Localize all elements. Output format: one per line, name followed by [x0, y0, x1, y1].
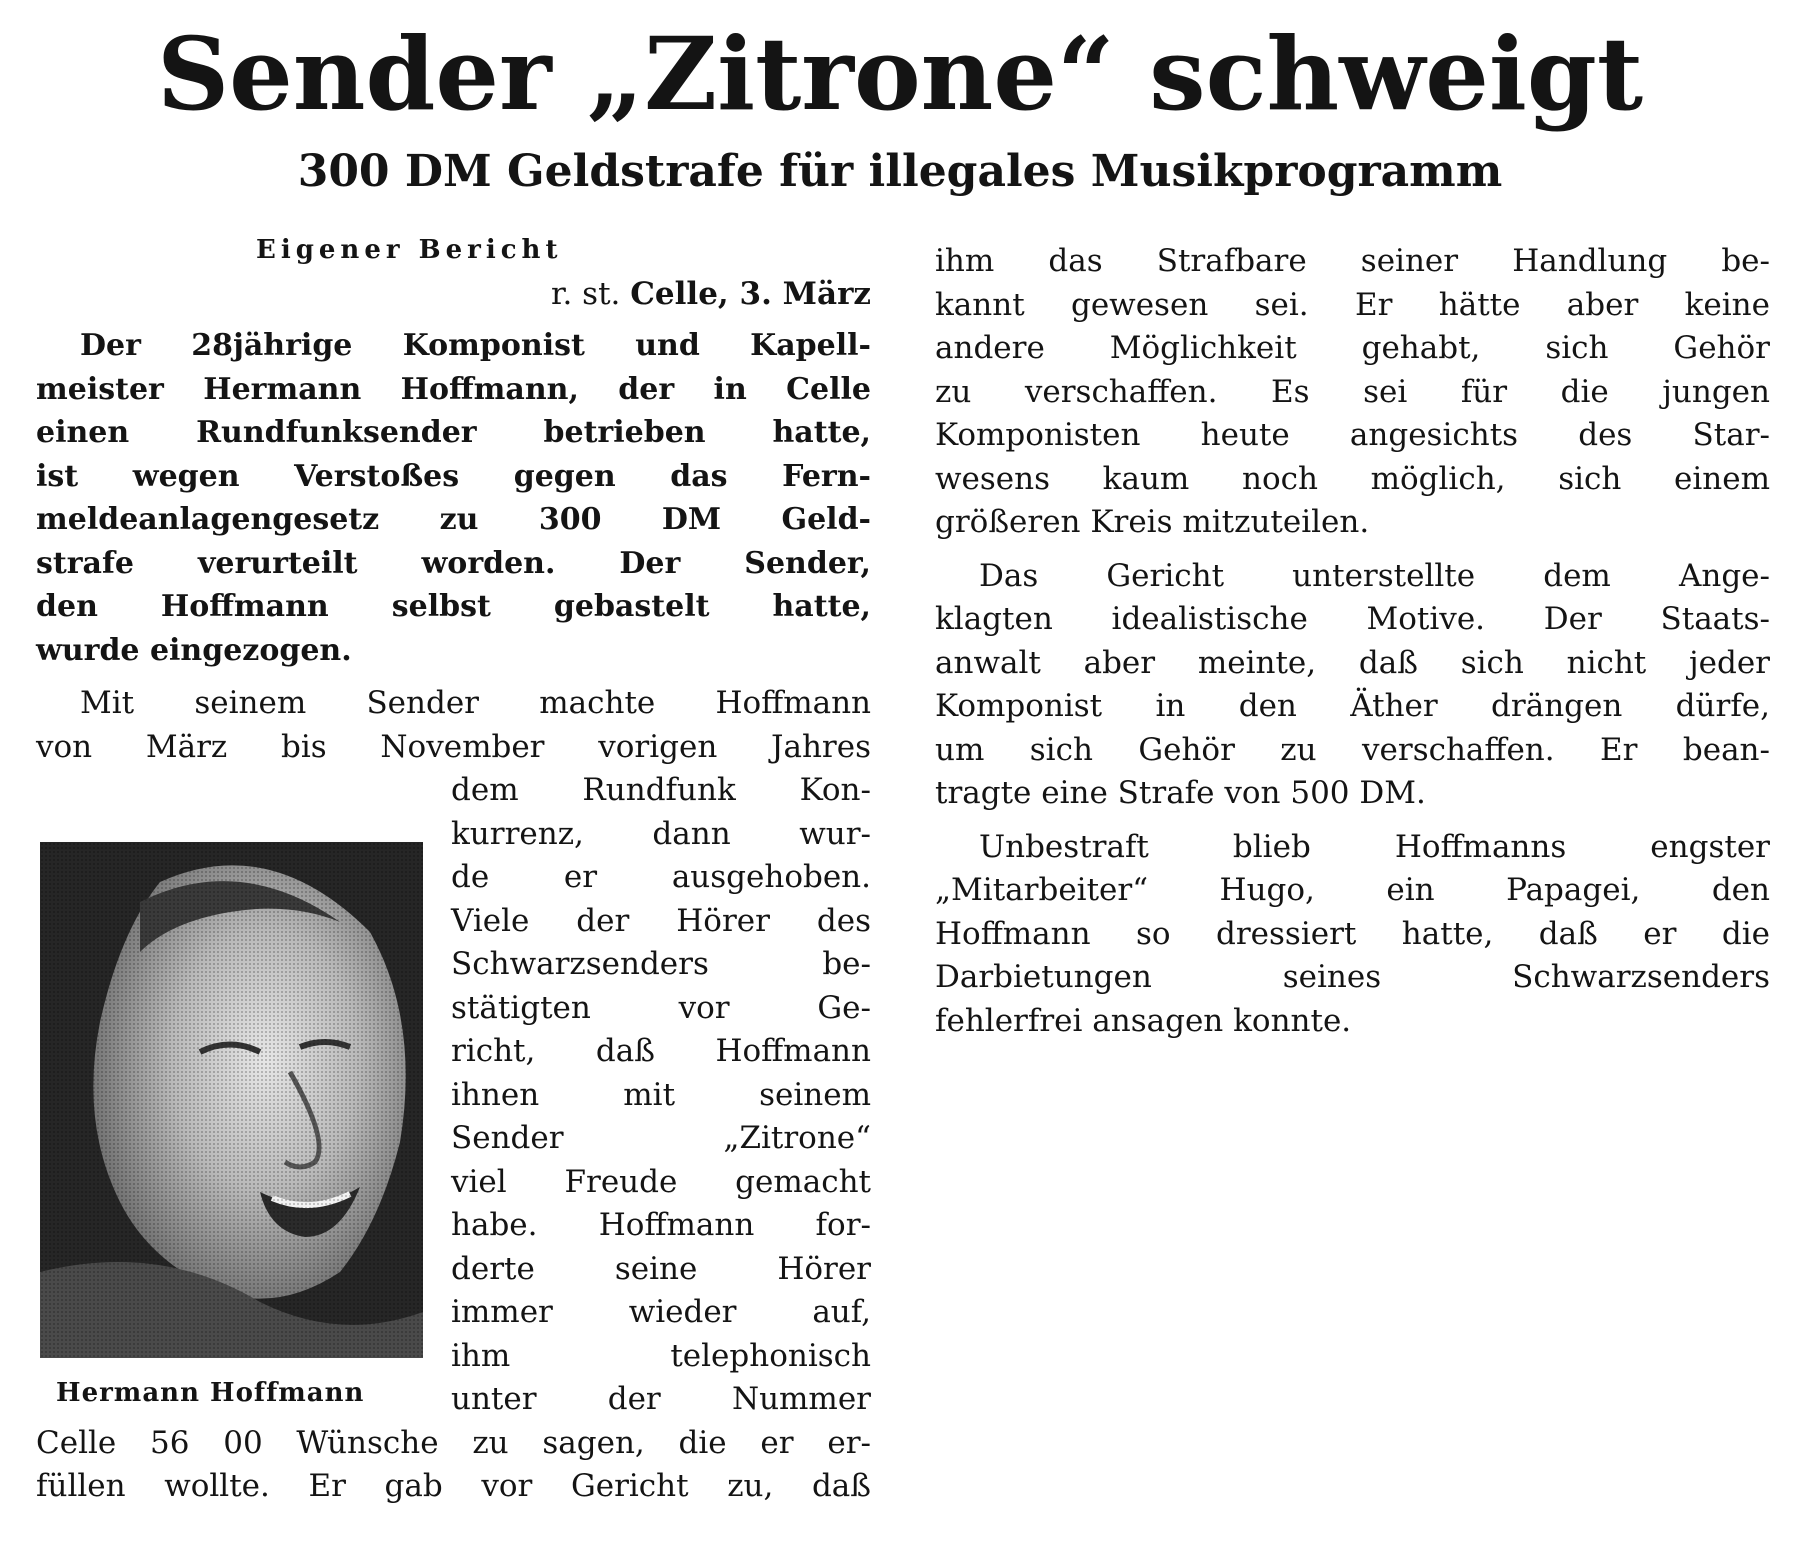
portrait-photo-icon: [40, 842, 423, 1358]
text-line: wesens kaum noch möglich, sich einem: [935, 460, 1770, 497]
text-line: Darbietungen seines Schwarzsenders: [935, 959, 1770, 995]
text-line: immer wieder auf,: [451, 1294, 871, 1330]
text-line: Viele der Hörer des: [451, 902, 871, 939]
body-paragraph-narrow: [451, 769, 871, 1422]
text-line: von März bis November vorigen Jahres: [36, 728, 871, 765]
text-line: Celle 56 00 Wünsche zu sagen, die er er-: [36, 1424, 871, 1461]
text-line: meldeanlagengesetz zu 300 DM Geld-: [36, 502, 871, 537]
text-line: größeren Kreis mitzuteilen.: [935, 504, 1370, 540]
right-paragraph-3: [935, 826, 1770, 1044]
text-line: ist wegen Verstoßes gegen das Fern-: [36, 458, 871, 494]
text-line: zu verschaffen. Es sei für die jungen: [935, 373, 1770, 410]
text-line: tragte eine Strafe von 500 DM.: [935, 775, 1426, 811]
text-line: ihnen mit seinem: [451, 1076, 871, 1113]
right-paragraph-1: [935, 240, 1770, 545]
text-line: meister Hermann Hoffmann, der in Celle: [36, 371, 871, 407]
text-line: wurde eingezogen.: [36, 632, 352, 668]
text-line: ihm das Strafbare seiner Handlung be-: [935, 243, 1770, 279]
text-line: kannt gewesen sei. Er hätte aber keine: [935, 286, 1770, 323]
byline: Eigener Bericht: [256, 235, 563, 265]
text-line: Der 28jährige Komponist und Kapell-: [80, 328, 871, 363]
text-line: Hoffmann so dressiert hatte, daß er die: [935, 915, 1770, 952]
text-line: viel Freude gemacht: [451, 1163, 871, 1200]
text-line: strafe verurteilt worden. Der Sender,: [36, 545, 871, 581]
text-line: kurrenz, dann wur-: [451, 815, 871, 852]
body-paragraph-full: [36, 682, 871, 769]
text-line: einen Rundfunksender betrieben hatte,: [36, 415, 871, 450]
text-line: „Mitarbeiter“ Hugo, ein Papagei, den: [935, 872, 1770, 908]
text-line: de er ausgehoben.: [451, 859, 871, 895]
text-line: Komponisten heute angesichts des Star-: [935, 417, 1770, 453]
right-paragraph-2: [935, 555, 1770, 816]
text-line: richt, daß Hoffmann: [451, 1033, 871, 1069]
right-column: [935, 240, 1770, 1043]
dateline: [36, 270, 871, 318]
text-line: klagten idealistische Motive. Der Staats-: [935, 601, 1770, 637]
text-line: andere Möglichkeit gehabt, sich Gehör: [935, 330, 1770, 366]
subheadline: 300 DM Geldstrafe für illegales Musikprogramm: [297, 146, 1503, 197]
text-line: Schwarzsenders be-: [451, 946, 871, 982]
dateline-place-date: Celle, 3. März: [630, 276, 871, 312]
photo-caption: Hermann Hoffmann: [56, 1378, 365, 1408]
text-line: um sich Gehör zu verschaffen. Er bean-: [935, 731, 1770, 768]
text-line: Unbestraft blieb Hoffmanns engster: [979, 828, 1770, 865]
dateline-prefix: r. st.: [551, 276, 621, 312]
text-line: derte seine Hörer: [451, 1250, 871, 1287]
body-paragraph-tail: [36, 1422, 871, 1509]
text-line: fehlerfrei ansagen konnte.: [935, 1002, 1352, 1039]
text-line: stätigten vor Ge-: [451, 989, 871, 1026]
text-line: dem Rundfunk Kon-: [451, 772, 871, 808]
text-line: unter der Nummer: [451, 1381, 871, 1417]
text-line: anwalt aber meinte, daß sich nicht jeder: [935, 644, 1770, 681]
text-line: füllen wollte. Er gab vor Gericht zu, daß: [36, 1468, 871, 1504]
text-line: Komponist in den Äther drängen dürfe,: [935, 688, 1770, 724]
text-line: den Hoffmann selbst gebastelt hatte,: [36, 589, 871, 624]
lead-paragraph: [36, 324, 871, 672]
text-line: Mit seinem Sender machte Hoffmann: [80, 685, 871, 721]
portrait-photo: [40, 842, 425, 1362]
text-line: Sender „Zitrone“: [451, 1120, 871, 1156]
text-line: habe. Hoffmann for-: [451, 1207, 871, 1243]
headline: Sender „Zitrone“ schweigt: [156, 15, 1644, 133]
text-line: Das Gericht unterstellte dem Ange-: [979, 557, 1770, 594]
text-line: ihm telephonisch: [451, 1337, 871, 1374]
